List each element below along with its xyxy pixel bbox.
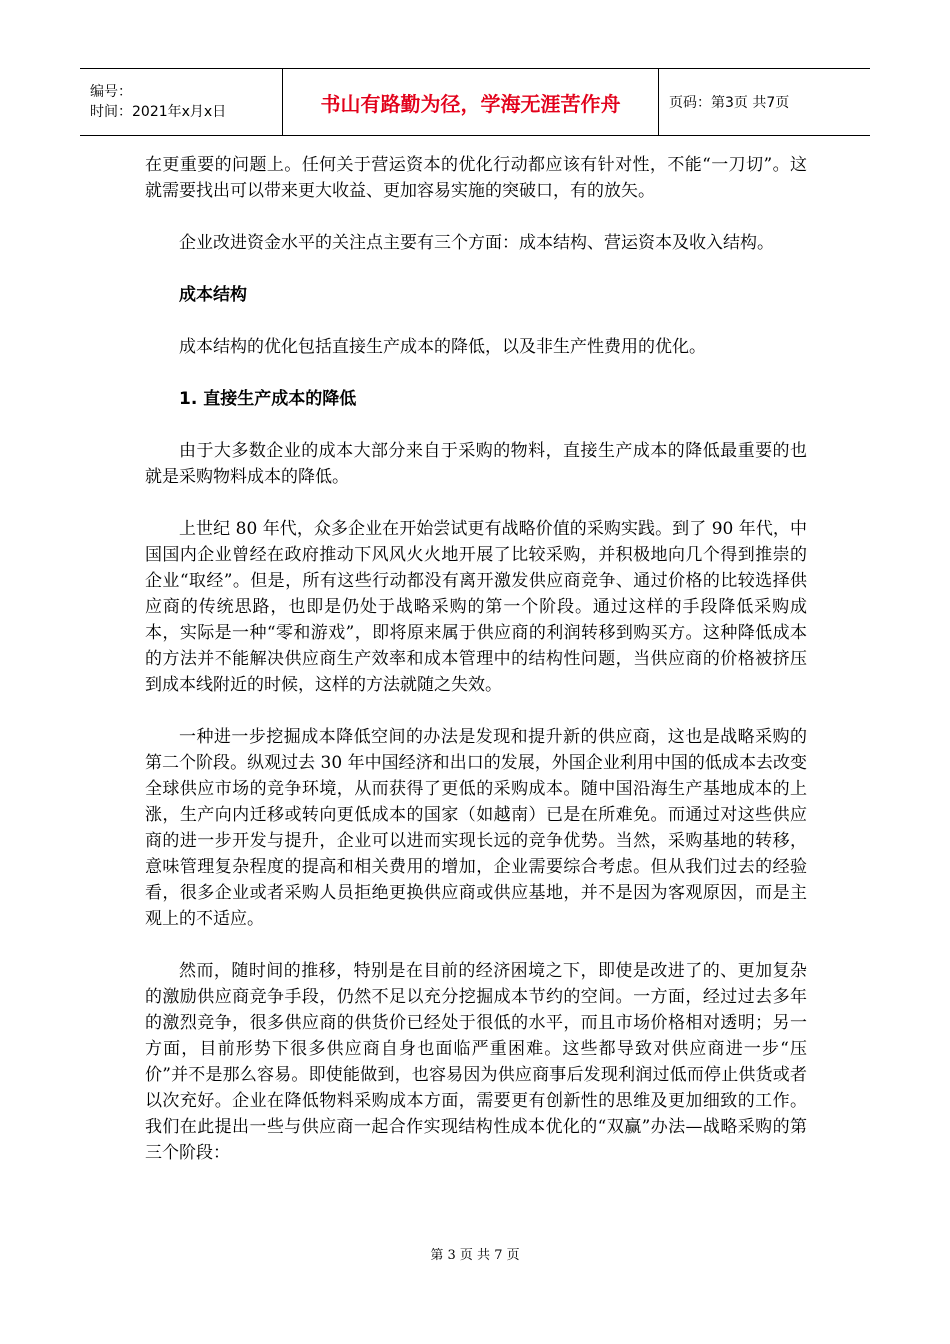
paragraph-7: 然而，随时间的推移，特别是在目前的经济困境之下，即使是改进了的、更加复杂的激励供应商竞争手段，仍然不足以充分挖掘成本节约的空间。一方面，经过过去多年的激烈竞争，很多供应商的供货价已经处于很低的水平，而且市场价格相对透明；另一方面，目前形势下很多供应商自身也面临严重困难。这些都导致对供应商进一步“压价”并不是那么容易。即使能做到，也容易因为供应商事后发现利润过低而停止供货或者以次充好。企业在降低物料采购成本方面，需要更有创新性的思维及更加细致的工作。我们在此提出一些与供应商一起合作实现结构性成本优化的“双赢”办法—战略采购的第三个阶段： [145,961,807,1163]
header-page-info: 页码：第3页 共7页 [669,95,790,111]
page-header [80,68,870,136]
document-body [145,152,807,1192]
paragraph-5: 上世纪 80 年代，众多企业在开始尝试更有战略价值的采购实践。到了 90 年代，中国国内企业曾经在政府推动下风风火火地开展了比较采购，并积极地向几个得到推崇的企业“取经”。但是，所有这些行动都没有离开激发供应商竞争、通过价格的比较选择供应商的传统思路，也即是仍处于战略采购的第一个阶段。通过这样的手段降低采购成本，实际是一种“零和游戏”，即将原来属于供应商的利润转移到购买方。这种降低成本的方法并不能解决供应商生产效率和成本管理中的结构性问题，当供应商的价格被挤压到成本线附近的时候，这样的方法就随之失效。 [145,519,807,695]
page-footer: 第 3 页 共 7 页 [430,1248,520,1263]
time-label: 时间：2021年x月x日 [90,104,227,120]
paragraph-3: 成本结构的优化包括直接生产成本的降低，以及非生产性费用的优化。 [179,337,706,357]
paragraph-1: 在更重要的问题上。任何关于营运资本的优化行动都应该有针对性，不能“一刀切”。这就需要找出可以带来更大收益、更加容易实施的突破口，有的放矢。 [145,155,807,201]
number-label: 编号： [90,84,132,100]
header-meta [80,69,282,135]
paragraph-4: 由于大多数企业的成本大部分来自于采购的物料，直接生产成本的降低最重要的也就是采购物料成本的降低。 [145,441,807,487]
section-heading-cost-structure: 成本结构 [179,285,247,305]
subsection-heading-direct-cost: 1. 直接生产成本的降低 [179,389,357,409]
paragraph-6: 一种进一步挖掘成本降低空间的办法是发现和提升新的供应商，这也是战略采购的第二个阶段。纵观过去 30 年中国经济和出口的发展，外国企业利用中国的低成本去改变全球供应市场的竞争环境，从而获得了更低的采购成本。随中国沿海生产基地成本的上涨，生产向内迁移或转向更低成本的国家（如越南）已是在所难免。而通过对这些供应商的进一步开发与提升，企业可以进而实现长远的竞争优势。当然，采购基地的转移，意味管理复杂程度的提高和相关费用的增加，企业需要综合考虑。但从我们过去的经验看，很多企业或者采购人员拒绝更换供应商或供应基地，并不是因为客观原因，而是主观上的不适应。 [145,727,807,929]
paragraph-2: 企业改进资金水平的关注点主要有三个方面：成本结构、营运资本及收入结构。 [179,233,774,253]
header-motto: 书山有路勤为径，学海无涯苦作舟 [282,69,659,135]
